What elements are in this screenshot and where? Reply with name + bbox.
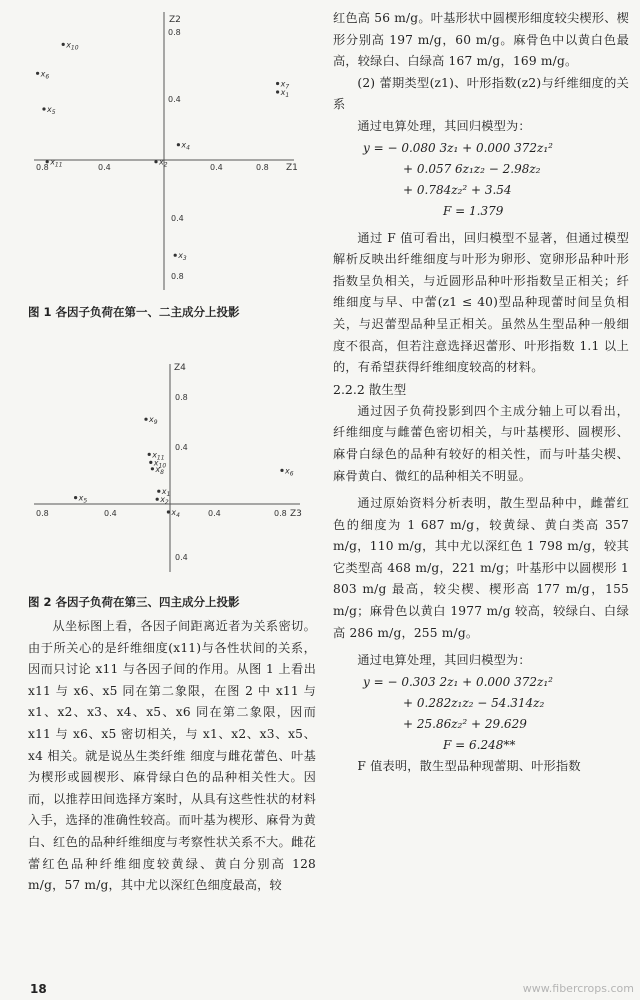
section-heading-2-2-2: 2.2.2 散生型 — [333, 381, 407, 397]
fig1-x-tick-3: 0.4 — [210, 163, 223, 172]
fig2-point-label-x10: $x_{10}$ — [153, 458, 167, 470]
equation-1-f-value: F = 1.379 — [443, 203, 504, 218]
fig2-point-x11 — [148, 453, 151, 456]
fig1-point-label-x1: $x_1$ — [280, 88, 290, 99]
figure-1 — [28, 8, 316, 320]
fig1-point-label-x3: $x_3$ — [178, 251, 187, 263]
fig1-y-tick-3: 0.4 — [171, 214, 184, 223]
fig2-x-tick-4: 0.8 — [274, 509, 287, 518]
fig2-y-tick-3: 0.4 — [175, 553, 188, 562]
fig2-x-tick-2: 0.4 — [104, 509, 117, 518]
fig1-point-x11 — [46, 160, 49, 163]
figure-1-plot — [28, 8, 316, 300]
fig1-x-tick-4: 0.8 — [256, 163, 269, 172]
right-paragraph-1: 红色高 56 m/g。叶基形状中圆楔形细度较尖楔形、楔形分别高 197 m/g，60 m/g。麻骨色中以黄白色最高，较绿白、白绿高 167 m/g，169 m/g。 — [333, 11, 629, 69]
right-paragraph-7: 通过电算处理，其回归模型为： — [357, 653, 531, 668]
equation-1-line-2: + 0.057 6z₁z₂ − 2.98z₂ — [403, 161, 541, 176]
left-column — [28, 8, 316, 897]
fig1-point-label-x11: $x_{11}$ — [50, 157, 63, 169]
fig2-point-x9 — [144, 418, 147, 421]
figure-2 — [28, 360, 316, 610]
fig1-points — [36, 40, 289, 262]
figure-1-caption: 图 1 各因子负荷在第一、二主成分上投影 — [28, 305, 240, 319]
fig1-point-x4 — [177, 143, 180, 146]
fig1-point-label-x6: $x_6$ — [40, 69, 50, 81]
fig1-y-tick-1: 0.8 — [168, 28, 181, 37]
fig2-x-tick-3: 0.4 — [208, 509, 221, 518]
fig2-point-x6 — [280, 469, 283, 472]
right-column — [333, 8, 629, 777]
fig1-point-label-x7: $x_7$ — [280, 79, 290, 91]
fig2-y-tick-2: 0.4 — [175, 443, 188, 452]
figure-2-caption: 图 2 各因子负荷在第三、四主成分上投影 — [28, 595, 240, 609]
fig2-point-label-x5: $x_5$ — [78, 493, 88, 505]
fig1-point-x5 — [42, 107, 45, 110]
fig2-x-tick-1: 0.8 — [36, 509, 49, 518]
fig2-point-label-x1: $x_1$ — [161, 487, 171, 499]
right-paragraph-4: 通过 F 值可看出，回归模型不显著，但通过模型解析反映出纤维细度与叶形为卵形、宽卵形品种叶形指数呈负相关，与近圆形品种叶形指数呈正相关；纤维细度与早、中蕾(z1 ≤ 40)型品种现蕾时间呈负相关，与迟蕾型品种呈正相关。虽然丛生型品种一般细度不很高，但若注意选择迟蕾形、叶形指数 1.1 以上的，有希望获得纤维细度较高的材料。 — [333, 230, 629, 375]
fig1-y-axis-label: Z2 — [169, 15, 181, 25]
equation-2-line-2: + 0.282z₁z₂ − 54.314z₂ — [403, 695, 545, 710]
fig1-point-x6 — [36, 72, 39, 75]
fig1-point-x3 — [174, 254, 177, 257]
equation-2-line-3: + 25.86z₂² + 29.629 — [403, 716, 527, 731]
fig1-y-tick-4: 0.8 — [171, 272, 184, 281]
fig1-point-label-x5: $x_5$ — [47, 105, 56, 116]
equation-2-line-1: y = − 0.303 2z₁ + 0.000 372z₁² — [363, 674, 553, 689]
fig1-y-tick-2: 0.4 — [168, 95, 181, 104]
fig2-point-label-x8: $x_8$ — [155, 464, 164, 476]
fig2-y-axis-label: Z4 — [174, 363, 186, 373]
equation-2-f-value: F = 6.248** — [443, 737, 516, 752]
fig1-point-label-x4: $x_4$ — [181, 140, 190, 152]
fig2-point-label-x11: $x_{11}$ — [152, 450, 165, 462]
fig2-point-x8 — [151, 467, 154, 470]
fig2-point-label-x4: $x_4$ — [171, 508, 180, 519]
right-paragraph-6: 通过原始资料分析表明，散生型品种中，雌蕾红色的细度为 1 687 m/g，较黄绿、黄白类高 357 m/g，110 m/g，其中尤以深红色 1 798 m/g，较其它类型高 468 m/g，221 m/g；叶基形中以圆楔形 1 803 m/g 最高，较尖楔、楔形高 177 m/g，155 m/g；麻骨色以黄白 1977 m/g 较高，较绿白、白绿高 286 m/g，255 m/g。 — [333, 496, 629, 640]
left-paragraph-1: 从坐标图上看，各因子间距离近者为关系密切。由于所关心的是纤维细度(x11)与各性状间的关系，因而只讨论 x11 与各因子间的作用。从图 1 上看出 x11 与 x6、x5 同在第二象限，在图 2 中 x11 与 x1、x2、x3、x4、x5、x6 同在第二象限，因而 x11 与 x6、x5 密切相关，与 x1、x2、x3、x5、x4 相关。就是说丛生类纤维 细度与雌花蕾色、叶基为楔形或圆楔形、麻骨绿白色的品种相关性大。因而，以推荐田间选择方案时，从具有这些性状的材料入手，选择的准确性较高。而叶基为楔形、麻骨为黄白、红色的品种纤维细度与考察性状关系不大。雌花蕾红色品种纤维细度较黄绿、黄白分别高 128 m/g，57 m/g，其中尤以深红色细度最高，较 — [28, 619, 316, 893]
fig1-point-x7 — [276, 82, 279, 85]
right-paragraph-3: 通过电算处理，其回归模型为： — [357, 118, 531, 133]
figure-2-plot — [28, 360, 316, 580]
fig1-x-axis-label: Z1 — [286, 163, 298, 173]
fig2-point-label-x6: $x_6$ — [285, 466, 294, 478]
fig1-x-tick-1: 0.8 — [36, 163, 49, 172]
right-paragraph-5: 通过因子负荷投影到四个主成分轴上可以看出，纤维细度与雌蕾色密切相关，与叶基楔形、圆楔形、麻骨白绿色的品种有较好的相关性，而与叶基尖楔、麻骨黄白、微红的品种相关不明显。 — [333, 403, 629, 483]
fig1-point-label-x2: $x_2$ — [159, 157, 168, 169]
fig2-point-x4 — [167, 510, 170, 513]
equation-1-line-3: + 0.784z₂² + 3.54 — [403, 182, 512, 197]
right-paragraph-2: (2) 蕾期类型(z1)、叶形指数(z2)与纤维细度的关系 — [333, 75, 629, 112]
right-paragraph-8: F 值表明，散生型品种现蕾期、叶形指数 — [357, 758, 581, 773]
fig1-point-x1 — [276, 90, 279, 93]
watermark: www.fibercrops.com — [522, 982, 634, 995]
fig2-point-label-x2: $x_2$ — [160, 495, 169, 507]
fig2-point-x2 — [156, 498, 159, 501]
fig2-point-x10 — [149, 461, 152, 464]
fig1-point-x10 — [62, 43, 65, 46]
equation-1-line-1: y = − 0.080 3z₁ + 0.000 372z₁² — [363, 140, 553, 155]
fig2-points — [74, 415, 294, 519]
fig1-point-x2 — [154, 160, 157, 163]
fig2-y-tick-1: 0.8 — [175, 393, 188, 402]
page-number: 18 — [30, 982, 47, 996]
fig2-point-x1 — [157, 490, 160, 493]
fig1-x-tick-2: 0.4 — [98, 163, 111, 172]
fig1-point-label-x10: $x_{10}$ — [66, 40, 79, 52]
fig2-point-label-x9: $x_9$ — [149, 415, 158, 427]
fig2-point-x5 — [74, 496, 77, 499]
fig2-x-axis-label: Z3 — [290, 509, 302, 519]
